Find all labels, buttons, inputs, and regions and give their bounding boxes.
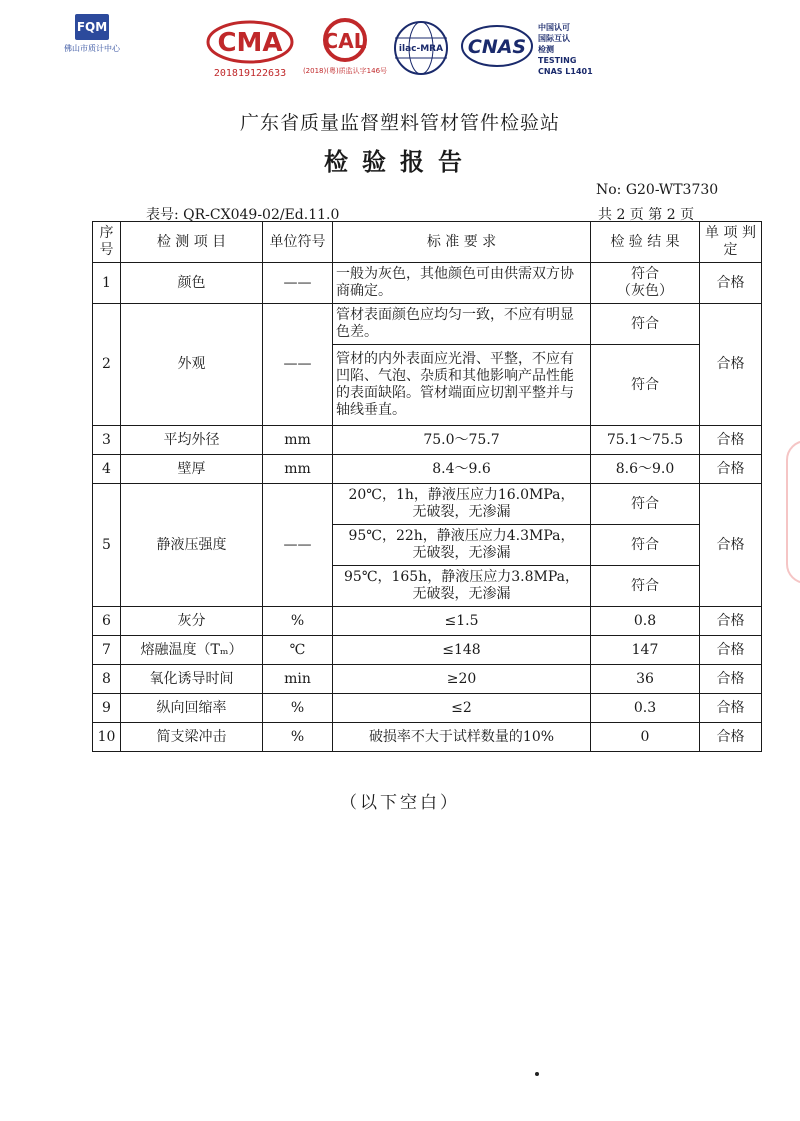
cell-item: 简支梁冲击 <box>121 723 263 752</box>
cell-item: 壁厚 <box>121 455 263 484</box>
cell-result: 符合 <box>591 566 700 607</box>
header-judgement: 单 项 判 定 <box>700 222 762 263</box>
cell-result: 36 <box>591 665 700 694</box>
cell-seq: 2 <box>93 304 121 426</box>
form-number: 表号: QR-CX049-02/Ed.11.0 <box>146 207 340 223</box>
cell-result: 符合 <box>591 525 700 566</box>
cell-judgement: 合格 <box>700 484 762 607</box>
cell-judgement: 合格 <box>700 426 762 455</box>
cell-unit: —— <box>263 263 333 304</box>
cell-result: 符合 （灰色） <box>591 263 700 304</box>
cell-unit: mm <box>263 426 333 455</box>
cell-seq: 7 <box>93 636 121 665</box>
seal-stamp-edge <box>786 440 800 584</box>
cma-logo <box>206 20 294 79</box>
cal-logo <box>302 18 388 76</box>
table-row <box>93 263 762 304</box>
doc-title: 检验报告 <box>324 147 476 176</box>
cell-result: 0.8 <box>591 607 700 636</box>
cell-unit: ℃ <box>263 636 333 665</box>
header-unit: 单位符号 <box>263 222 333 263</box>
cell-result: 8.6～9.0 <box>591 455 700 484</box>
table-row <box>93 665 762 694</box>
cell-requirement: 一般为灰色，其他颜色可由供需双方协商确定。 <box>333 263 591 304</box>
header-requirement: 标 准 要 求 <box>333 222 591 263</box>
cell-result: 符合 <box>591 484 700 525</box>
org-title: 广东省质量监督塑料管材管件检验站 <box>239 112 560 134</box>
cell-unit: % <box>263 694 333 723</box>
cell-unit: % <box>263 723 333 752</box>
cell-requirement: 管材表面颜色应均匀一致，不应有明显色差。 <box>333 304 591 345</box>
cell-seq: 4 <box>93 455 121 484</box>
cnas-line: CNAS L1401 <box>538 67 593 76</box>
cell-item: 静液压强度 <box>121 484 263 607</box>
cell-requirement: ≤2 <box>333 694 591 723</box>
cnas-line: TESTING <box>538 56 577 65</box>
cal-mark-icon <box>302 18 388 62</box>
cell-judgement: 合格 <box>700 665 762 694</box>
cnas-line: 检测 <box>538 45 554 54</box>
cell-judgement: 合格 <box>700 636 762 665</box>
fqm-caption: 佛山市质计中心 <box>64 44 120 53</box>
cma-mark-text: CMA <box>217 28 283 58</box>
report-table <box>92 221 762 752</box>
header-seq: 序号 <box>93 222 121 263</box>
table-header-row <box>93 222 762 263</box>
fqm-mark: FQM <box>75 14 109 40</box>
cell-item: 灰分 <box>121 607 263 636</box>
header-result: 检 验 结 果 <box>591 222 700 263</box>
table-row <box>93 304 762 345</box>
cell-item: 外观 <box>121 304 263 426</box>
cell-result: 75.1～75.5 <box>591 426 700 455</box>
scan-speck <box>535 1072 539 1076</box>
cell-judgement: 合格 <box>700 723 762 752</box>
cell-unit: —— <box>263 484 333 607</box>
cell-judgement: 合格 <box>700 607 762 636</box>
cell-requirement: ≤1.5 <box>333 607 591 636</box>
cell-seq: 10 <box>93 723 121 752</box>
cell-result: 147 <box>591 636 700 665</box>
cell-requirement: ≤148 <box>333 636 591 665</box>
cell-requirement: 破损率不大于试样数量的10% <box>333 723 591 752</box>
cell-seq: 9 <box>93 694 121 723</box>
cnas-logo <box>460 24 534 72</box>
table-row <box>93 455 762 484</box>
cnas-line: 中国认可 <box>538 23 570 32</box>
cnas-caption <box>538 22 593 77</box>
cell-seq: 5 <box>93 484 121 607</box>
cnas-mark-icon <box>460 24 534 68</box>
cell-result: 符合 <box>591 304 700 345</box>
cell-requirement: 95℃，22h，静液压应力4.3MPa， 无破裂，无渗漏 <box>333 525 591 566</box>
table-row <box>93 636 762 665</box>
cal-number: (2018)(粤)质监认字146号 <box>302 67 388 75</box>
cell-item: 熔融温度（Tₘ） <box>121 636 263 665</box>
cell-requirement: 20℃，1h，静液压应力16.0MPa， 无破裂，无渗漏 <box>333 484 591 525</box>
cell-judgement: 合格 <box>700 455 762 484</box>
ilac-globe-icon <box>388 20 454 76</box>
fqm-logo <box>62 14 122 54</box>
cell-seq: 1 <box>93 263 121 304</box>
cell-item: 颜色 <box>121 263 263 304</box>
cell-result: 符合 <box>591 345 700 426</box>
cell-unit: % <box>263 607 333 636</box>
ilac-mark-text: ilac-MRA <box>398 44 444 54</box>
cell-requirement: 8.4～9.6 <box>333 455 591 484</box>
table-row <box>93 694 762 723</box>
cell-item: 氧化诱导时间 <box>121 665 263 694</box>
cma-mark-icon <box>206 20 294 64</box>
table-row <box>93 607 762 636</box>
table-row <box>93 723 762 752</box>
cell-seq: 6 <box>93 607 121 636</box>
table-row <box>93 484 762 525</box>
page-info: 共 2 页 第 2 页 <box>598 207 695 223</box>
cell-unit: mm <box>263 455 333 484</box>
table-row <box>93 426 762 455</box>
cell-seq: 8 <box>93 665 121 694</box>
cell-result: 0 <box>591 723 700 752</box>
cell-item: 平均外径 <box>121 426 263 455</box>
cma-number: 201819122633 <box>213 68 287 79</box>
cell-unit: —— <box>263 304 333 426</box>
cell-requirement: 75.0～75.7 <box>333 426 591 455</box>
report-number: No: G20-WT3730 <box>596 182 719 198</box>
cell-judgement: 合格 <box>700 263 762 304</box>
cnas-mark-text: CNAS <box>467 36 527 58</box>
cell-judgement: 合格 <box>700 304 762 426</box>
cell-requirement: ≥20 <box>333 665 591 694</box>
cal-mark-text: CAL <box>323 29 367 53</box>
cell-judgement: 合格 <box>700 694 762 723</box>
header-item: 检 测 项 目 <box>121 222 263 263</box>
cnas-line: 国际互认 <box>538 34 570 43</box>
cell-seq: 3 <box>93 426 121 455</box>
cell-unit: min <box>263 665 333 694</box>
cell-item: 纵向回缩率 <box>121 694 263 723</box>
ilac-logo <box>388 20 454 80</box>
blank-note: （以下空白） <box>340 793 460 813</box>
cell-result: 0.3 <box>591 694 700 723</box>
cell-requirement: 管材的内外表面应光滑、平整，不应有凹陷、气泡、杂质和其他影响产品性能的表面缺陷。管材端面应切割平整并与轴线垂直。 <box>333 345 591 426</box>
cell-requirement: 95℃，165h，静液压应力3.8MPa， 无破裂，无渗漏 <box>333 566 591 607</box>
